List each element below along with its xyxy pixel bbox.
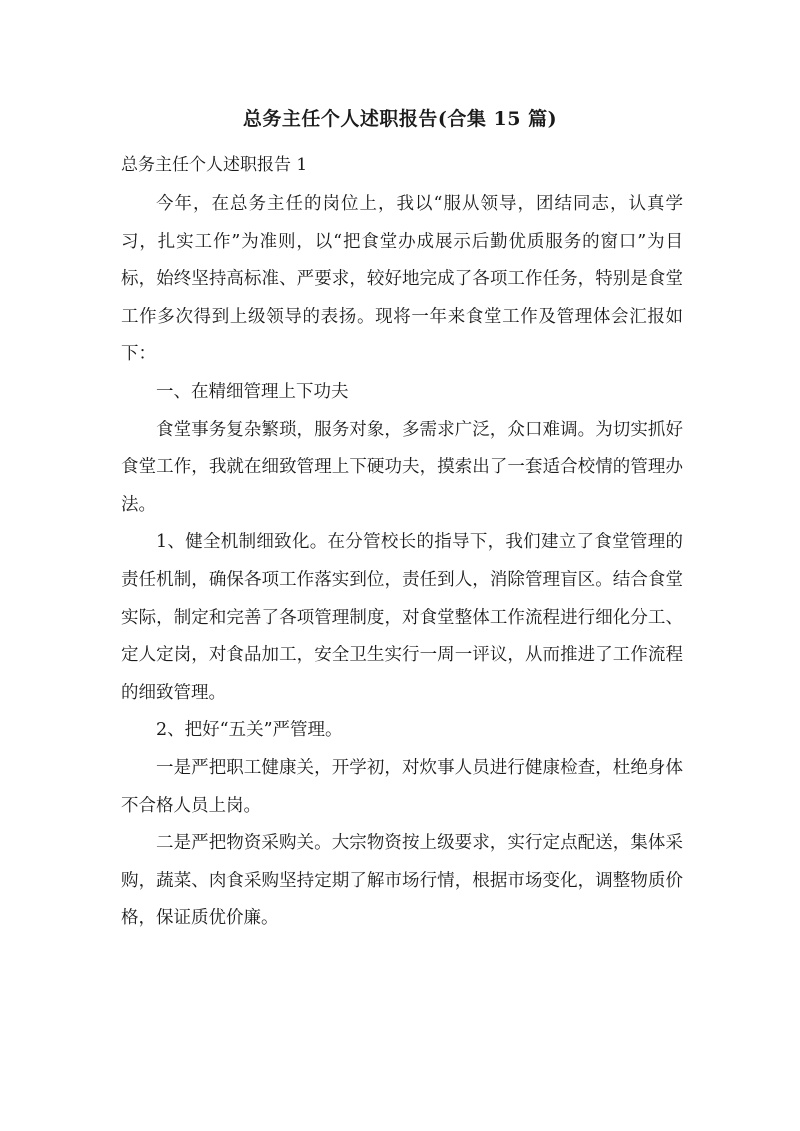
paragraph: 1、健全机制细致化。在分管校长的指导下，我们建立了食堂管理的责任机制，确保各项工作落实到位，责任到人，消除管理盲区。结合食堂实际，制定和完善了各项管理制度，对食堂整体工作流程进行细化分工、定人定岗，对食品加工，安全卫生实行一周一评议，从而推进了工作流程的细致管理。 bbox=[121, 532, 683, 703]
document-body bbox=[121, 186, 683, 938]
paragraph: 一是严把职工健康关，开学初，对炊事人员进行健康检查，杜绝身体不合格人员上岗。 bbox=[121, 757, 683, 816]
paragraph: 食堂事务复杂繁琐，服务对象，多需求广泛，众口难调。为切实抓好食堂工作，我就在细致管理上下硬功夫，摸索出了一套适合校情的管理办法。 bbox=[121, 419, 683, 515]
paragraph: 二是严把物资采购关。大宗物资按上级要求，实行定点配送，集体采购，蔬菜、肉食采购坚持定期了解市场行情，根据市场变化，调整物质价格，保证质优价廉。 bbox=[121, 833, 683, 929]
document-subtitle: 总务主任个人述职报告 1 bbox=[121, 155, 308, 175]
subsection-heading: 2、把好“五关”严管理。 bbox=[156, 720, 343, 741]
document-title: 总务主任个人述职报告(合集 15 篇) bbox=[242, 108, 558, 130]
section-heading: 一、在精细管理上下功夫 bbox=[156, 381, 349, 402]
paragraph-intro: 今年，在总务主任的岗位上，我以“服从领导，团结同志，认真学习，扎实工作”为准则，以“把食堂办成展示后勤优质服务的窗口”为目标，始终坚持高标准、严要求，较好地完成了各项工作任务，特别是食堂工作多次得到上级领导的表扬。现将一年来食堂工作及管理体会汇报如下： bbox=[121, 194, 683, 365]
